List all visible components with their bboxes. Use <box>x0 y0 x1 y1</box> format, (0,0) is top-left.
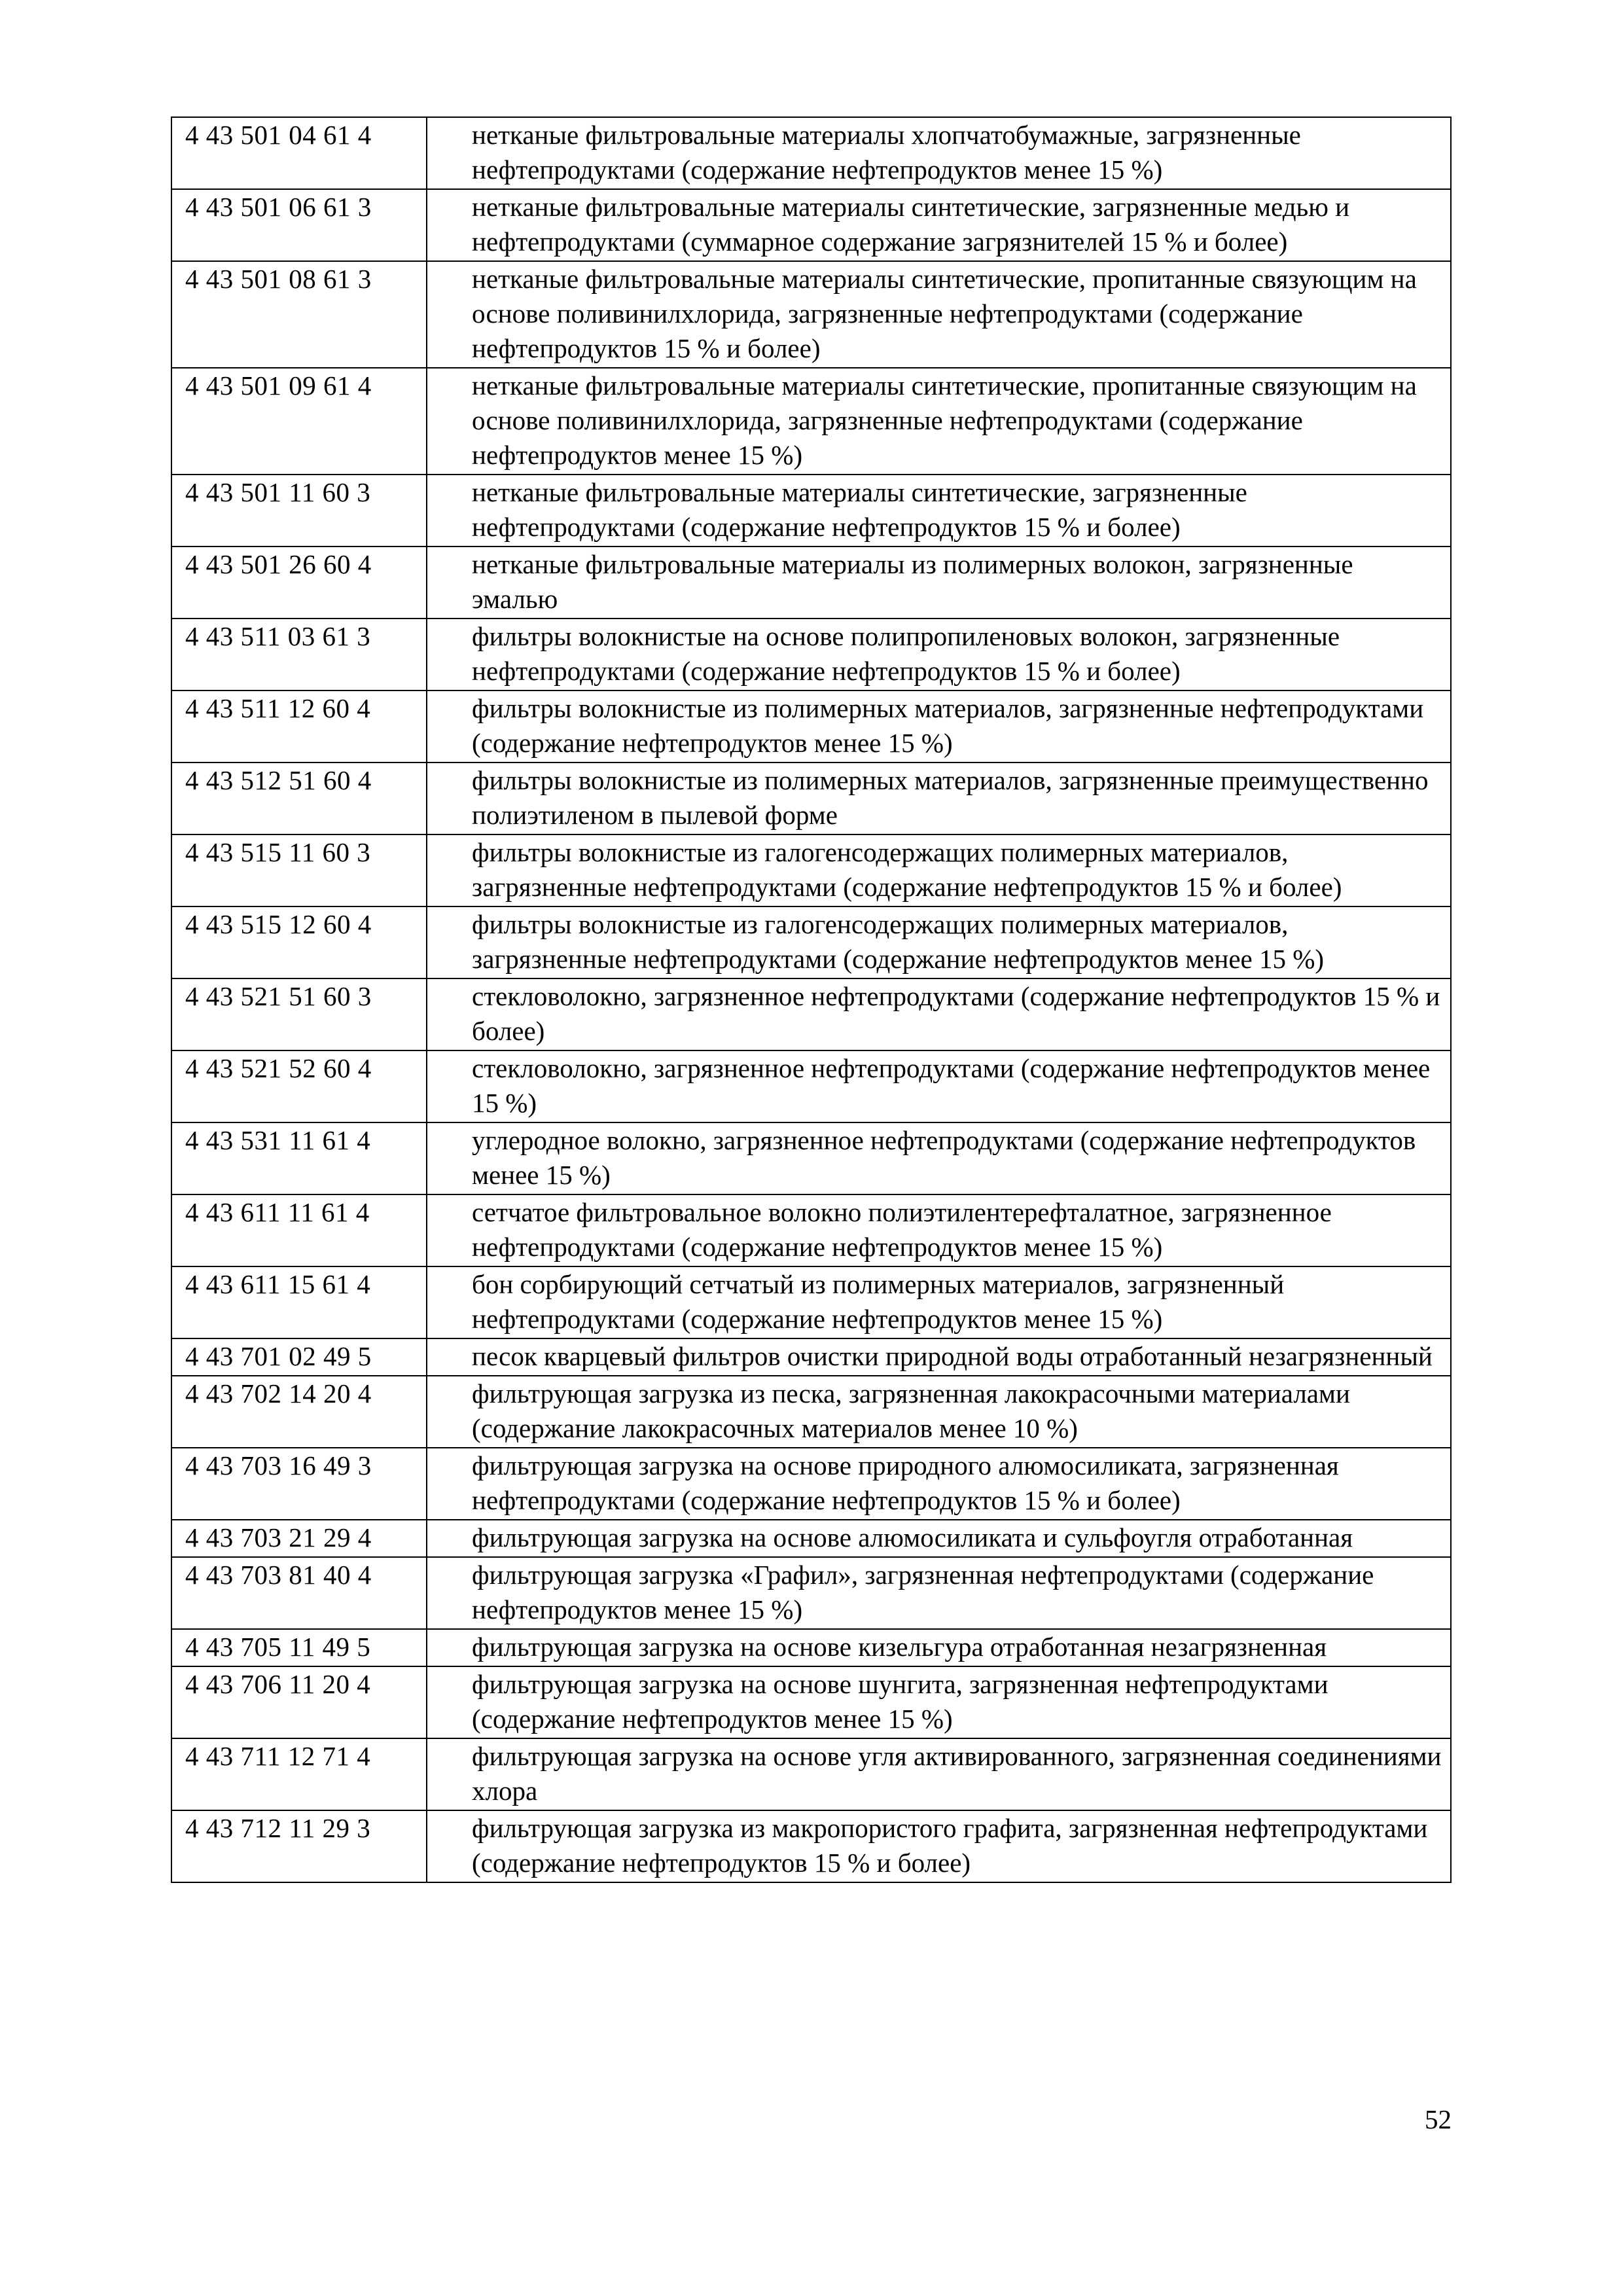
waste-code-cell: 4 43 703 21 29 4 <box>171 1520 427 1557</box>
waste-code-cell: 4 43 706 11 20 4 <box>171 1666 427 1738</box>
waste-description-cell: углеродное волокно, загрязненное нефтепродуктами (содержание нефтепродуктов менее 15 %) <box>427 1122 1451 1194</box>
table-row <box>171 691 1451 762</box>
waste-description-cell: фильтры волокнистые на основе полипропиленовых волокон, загрязненные нефтепродуктами (содержание нефтепродуктов 15 % и более) <box>427 619 1451 691</box>
table-row <box>171 834 1451 906</box>
waste-code-cell: 4 43 501 11 60 3 <box>171 475 427 547</box>
table-row <box>171 1448 1451 1520</box>
table-body <box>171 117 1451 1882</box>
waste-code-cell: 4 43 511 12 60 4 <box>171 691 427 762</box>
waste-code-cell: 4 43 511 03 61 3 <box>171 619 427 691</box>
waste-code-cell: 4 43 611 15 61 4 <box>171 1266 427 1338</box>
waste-description-cell: фильтрующая загрузка на основе алюмосиликата и сульфоугля отработанная <box>427 1520 1451 1557</box>
table-row <box>171 1738 1451 1810</box>
waste-code-cell: 4 43 712 11 29 3 <box>171 1810 427 1882</box>
table-row <box>171 117 1451 189</box>
waste-code-cell: 4 43 531 11 61 4 <box>171 1122 427 1194</box>
waste-description-cell: нетканые фильтровальные материалы из полимерных волокон, загрязненные эмалью <box>427 547 1451 619</box>
table-row <box>171 1338 1451 1376</box>
table-row <box>171 1050 1451 1122</box>
waste-description-cell: фильтрующая загрузка из макропористого графита, загрязненная нефтепродуктами (содержание нефтепродуктов 15 % и более) <box>427 1810 1451 1882</box>
waste-description-cell: стекловолокно, загрязненное нефтепродуктами (содержание нефтепродуктов 15 % и более) <box>427 978 1451 1050</box>
waste-code-cell: 4 43 711 12 71 4 <box>171 1738 427 1810</box>
waste-description-cell: нетканые фильтровальные материалы хлопчатобумажные, загрязненные нефтепродуктами (содержание нефтепродуктов менее 15 %) <box>427 117 1451 189</box>
waste-description-cell: нетканые фильтровальные материалы синтетические, пропитанные связующим на основе поливинилхлорида, загрязненные нефтепродуктами (содержание нефтепродуктов 15 % и более) <box>427 261 1451 368</box>
waste-code-cell: 4 43 501 06 61 3 <box>171 189 427 261</box>
waste-code-cell: 4 43 703 81 40 4 <box>171 1557 427 1629</box>
page-number: 52 <box>1425 2104 1452 2134</box>
waste-description-cell: фильтрующая загрузка на основе шунгита, загрязненная нефтепродуктами (содержание нефтепродуктов менее 15 %) <box>427 1666 1451 1738</box>
waste-description-cell: песок кварцевый фильтров очистки природной воды отработанный незагрязненный <box>427 1338 1451 1376</box>
waste-code-cell: 4 43 515 11 60 3 <box>171 834 427 906</box>
waste-description-cell: фильтрующая загрузка на основе кизельгура отработанная незагрязненная <box>427 1629 1451 1666</box>
waste-code-cell: 4 43 703 16 49 3 <box>171 1448 427 1520</box>
waste-code-cell: 4 43 515 12 60 4 <box>171 906 427 978</box>
waste-description-cell: фильтрующая загрузка из песка, загрязненная лакокрасочными материалами (содержание лакокрасочных материалов менее 10 %) <box>427 1376 1451 1448</box>
table-row <box>171 547 1451 619</box>
waste-description-cell: фильтрующая загрузка на основе природного алюмосиликата, загрязненная нефтепродуктами (содержание нефтепродуктов 15 % и более) <box>427 1448 1451 1520</box>
table-row <box>171 1666 1451 1738</box>
waste-code-cell: 4 43 705 11 49 5 <box>171 1629 427 1666</box>
waste-description-cell: нетканые фильтровальные материалы синтетические, пропитанные связующим на основе поливинилхлорида, загрязненные нефтепродуктами (содержание нефтепродуктов менее 15 %) <box>427 368 1451 475</box>
table-row <box>171 1557 1451 1629</box>
table-row <box>171 1122 1451 1194</box>
waste-description-cell: нетканые фильтровальные материалы синтетические, загрязненные нефтепродуктами (содержание нефтепродуктов 15 % и более) <box>427 475 1451 547</box>
waste-description-cell: фильтры волокнистые из галогенсодержащих полимерных материалов, загрязненные нефтепродуктами (содержание нефтепродуктов менее 15 %) <box>427 906 1451 978</box>
table-row <box>171 1520 1451 1557</box>
table-row <box>171 906 1451 978</box>
waste-code-cell: 4 43 521 51 60 3 <box>171 978 427 1050</box>
waste-description-cell: фильтры волокнистые из галогенсодержащих полимерных материалов, загрязненные нефтепродуктами (содержание нефтепродуктов 15 % и более) <box>427 834 1451 906</box>
table-row <box>171 1194 1451 1266</box>
table-row <box>171 1810 1451 1882</box>
table-row <box>171 1376 1451 1448</box>
waste-description-cell: фильтрующая загрузка на основе угля активированного, загрязненная соединениями хлора <box>427 1738 1451 1810</box>
waste-code-cell: 4 43 501 26 60 4 <box>171 547 427 619</box>
waste-classification-table <box>171 117 1452 1883</box>
waste-code-cell: 4 43 521 52 60 4 <box>171 1050 427 1122</box>
waste-code-cell: 4 43 501 04 61 4 <box>171 117 427 189</box>
waste-code-cell: 4 43 701 02 49 5 <box>171 1338 427 1376</box>
table-row <box>171 978 1451 1050</box>
table-row <box>171 1266 1451 1338</box>
table-row <box>171 762 1451 834</box>
table-row <box>171 368 1451 475</box>
table-row <box>171 1629 1451 1666</box>
table-row <box>171 189 1451 261</box>
table-row <box>171 619 1451 691</box>
waste-code-cell: 4 43 702 14 20 4 <box>171 1376 427 1448</box>
table-row <box>171 261 1451 368</box>
waste-description-cell: фильтры волокнистые из полимерных материалов, загрязненные нефтепродуктами (содержание нефтепродуктов менее 15 %) <box>427 691 1451 762</box>
table-row <box>171 475 1451 547</box>
waste-description-cell: бон сорбирующий сетчатый из полимерных материалов, загрязненный нефтепродуктами (содержание нефтепродуктов менее 15 %) <box>427 1266 1451 1338</box>
waste-code-cell: 4 43 501 09 61 4 <box>171 368 427 475</box>
waste-description-cell: сетчатое фильтровальное волокно полиэтилентерефталатное, загрязненное нефтепродуктами (содержание нефтепродуктов менее 15 %) <box>427 1194 1451 1266</box>
waste-code-cell: 4 43 512 51 60 4 <box>171 762 427 834</box>
waste-description-cell: фильтрующая загрузка «Графил», загрязненная нефтепродуктами (содержание нефтепродуктов менее 15 %) <box>427 1557 1451 1629</box>
waste-description-cell: нетканые фильтровальные материалы синтетические, загрязненные медью и нефтепродуктами (суммарное содержание загрязнителей 15 % и более) <box>427 189 1451 261</box>
waste-description-cell: фильтры волокнистые из полимерных материалов, загрязненные преимущественно полиэтиленом в пылевой форме <box>427 762 1451 834</box>
waste-code-cell: 4 43 501 08 61 3 <box>171 261 427 368</box>
waste-description-cell: стекловолокно, загрязненное нефтепродуктами (содержание нефтепродуктов менее 15 %) <box>427 1050 1451 1122</box>
waste-code-cell: 4 43 611 11 61 4 <box>171 1194 427 1266</box>
